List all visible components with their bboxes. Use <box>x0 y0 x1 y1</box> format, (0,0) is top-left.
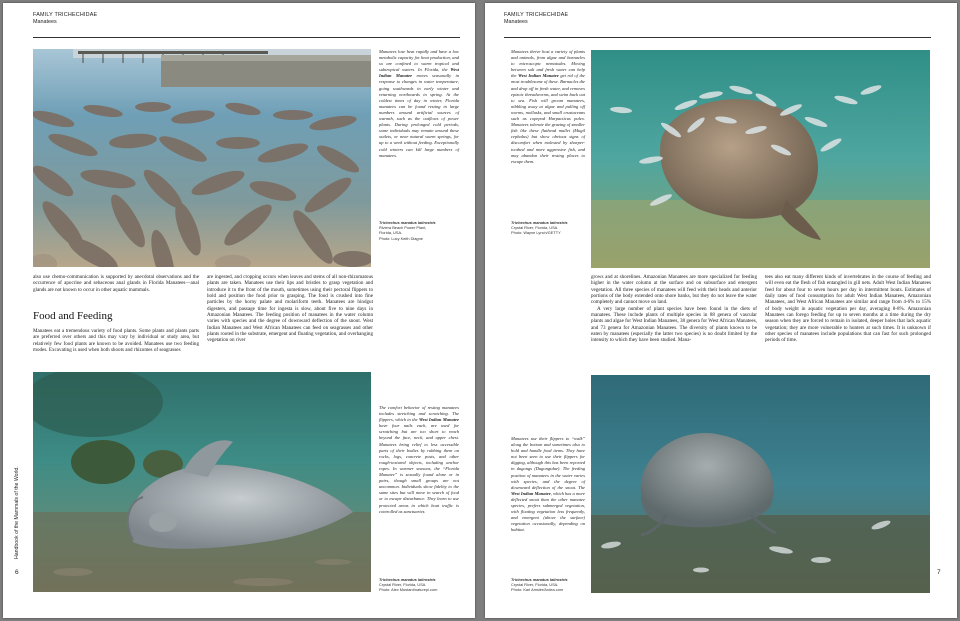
header-rule <box>504 37 931 38</box>
body-column-1: grows and at shorelines. Amazonian Manatees are more specialized for feeding higher in the water column at the surface and on subsurface and emergent vegetation. All three species of manatees will feed with their heads and anterior portions of the body extended onto shore banks, but they do not leave the water completely and cannot move on land. A very large number of plant species have been found in the diets of manatees. These include plants of multiple species in 88 genera of vascular plants and algae for West Indian Manatees, 38 genera for West African Manatees, and 73 genera for Amazonian Manatees. The diversity of plants known to be eaten by manatees (especially the latter two species) is no doubt limited by the intensity to which they have been studied. Mana- <box>591 274 757 344</box>
page-number: 6 <box>15 569 19 576</box>
photo-credit-bottom: Trichechus manatus latirostris Crystal River, Florida, USA. Photo: Alex Mustard/naturepl.com <box>379 577 438 593</box>
species-label: Manatees <box>504 18 528 25</box>
family-label: FAMILY TRICHECHIDAE <box>504 12 569 18</box>
family-label: FAMILY TRICHECHIDAE <box>33 12 98 18</box>
photo-credit-top: Trichechus manatus latirostris Crystal River, Florida, USA. Photo: Wayne Lynch/GETTY <box>511 220 568 236</box>
left-page <box>3 3 475 618</box>
body-column-1-bottom: Manatees eat a tremendous variety of food plants. Some plants and plants parts are preferred over others and this may vary by individual or study area, but relatively few food plants are known to be avoided. Manatees use two feeding modes. Excavating is used when both shoots and rhizomes of seagrasses <box>33 328 199 354</box>
body-column-2: tees also eat many different kinds of invertebrates in the course of feeding and will even eat the flesh of fish entangled in gill nets. Adult West Indian Manatees feed for about four to seven hours per day in intermittent bouts. Estimates of daily rates of food consumption for adult West Indian Manatees, Amazonian Manatees, and West African Manatees are similar and range from 4-6% to 15% of body weight in aquatic vegetation per day, averaging 8-8%. Amazonian Manatees can forego feeding for up to seven months at a time during the dry season when they are forced to remain in isolated, deeper holes that lack aquatic vegetation; they are more vulnerable to hunters at such times. It is unknown if other species of manatees include populations that can fast for such prolonged periods of time. <box>765 274 931 344</box>
body-column-1-top: also use chemo-communication is supported by anecdotal observations and the occurrence of apocrine and sebaceous anal glands in Florida Manatees—anal glands are not known to occur in other aquatic mammals. <box>33 274 199 293</box>
body-column-2: are ingested, and cropping occurs when leaves and stems of all non-rhizomatous plants are taken. Manatees use their lips and bristles to grasp vegetation and introduce it to the front of the mouth, sometimes using their pectoral flippers to hold and position the food prior to grasping. The food is crushed into fine particles by the horny palate and molariform teeth. Manatees are hindgut digesters, and passage time for ingesta is slow, about five to nine days in Amazonian Manatees. The feeding position of manatees in the water column varies with species and the degree of downward deflection of the snout. West Indian Manatees and West African Manatees can feed on seagrasses and other plants rooted in the substrate, emergent and floating vegetation, and overhanging vegetation on river <box>207 274 373 344</box>
running-head <box>33 12 97 25</box>
caption-bottom: The comfort behavior of resting manatees includes stretching and scratching. The flippers, which in the West Indian Manatee have four nails each, are used for scratching but are too short to reach beyond the face, neck, and upper chest. Manatees bring relief to less accessible parts of their bodies by rubbing them on rocks, logs, concrete posts, and other rough-textured objects, including anchor ropes. In warmer seasons, the “Florida Manatee” is sexually found alone or in pairs, though small groups are not uncommon. Individuals show fidelity to the same sites but will move in search of food or to escape disturbance. They learn to use protected areas in which boat traffic is controlled as sanctuaries. <box>379 405 460 514</box>
photo-credit-bottom: Trichechus manatus latirostris Crystal River, Florida, USA. Photo: Karl Amsler/Ardea.com <box>511 577 568 593</box>
photo-manatee-aggregation <box>33 49 371 267</box>
species-label: Manatees <box>33 18 57 25</box>
section-heading: Food and Feeding <box>33 310 113 322</box>
photo-manatee-walking <box>591 375 930 593</box>
caption-bottom: Manatees use their flippers to “walk” along the bottom and sometimes also to hold and handle food items. They have not been seen to use their flippers for digging, although this has been reported in dugongs (Dugongidae). The feeding position of manatees in the water varies with species, and the degree of downward deflection of the snout. The West Indian Manatee, which has a more deflected snout than the other manatee species, prefers submerged vegetation, with floating vegetation less frequently, and emergent (above the surface) vegetation occasionally, depending on habitat. <box>511 436 585 533</box>
header-rule <box>33 37 460 38</box>
photo-manatee-with-fish <box>591 50 930 268</box>
book-title-spine: Handbook of the Mammals of the World. <box>14 466 20 559</box>
caption-top: Manatees thrive host a variety of plants and animals, from algae and barnacles to microscopic nematodes. Moving between salt and fresh water can help the West Indian Manatee get rid of the most troublesome of these. Barnacles die and drop off in fresh water, and removes epizoic threadworms, and swim back out to sea. Fish will groom manatees, nibbling away at algae and pulling off worms, mollusks, and small crustaceans such as copepod Harpacticus pulex. Manatees tolerate the grazing of smaller fish like these flathead mullet (Mugil cephalus) but show obvious signs of discomfort when molested by sharper-toothed and more aggressive fish, and may abandon their resting places to escape them. <box>511 49 586 164</box>
caption-top: Manatees lose heat rapidly and have a low metabolic capacity for heat production, and so are confined to warm tropical and subtropical waters. In Florida, the West Indian Manatee moves seasonally in response to changes in water temperature, going southwards in early winter and returning northwards in spring. At the coldest times of day in winter, Florida manatees can be found resting in large numbers around artificial sources of warmth, such as the outflows of power plants. During prolonged cold periods, some individuals may remain around these outlets, or near natural warm springs, for up to a week without feeding. Exceptionally cold winters can kill large numbers of manatees. <box>379 49 459 158</box>
page-number: 7 <box>937 569 941 576</box>
photo-credit-top: Trichechus manatus latirostris Riviera Beach Power Plant, Florida, USA. Photo: Lucy Keith Diagne <box>379 220 436 241</box>
running-head <box>504 12 568 25</box>
photo-resting-manatee <box>33 372 371 592</box>
right-page <box>485 3 957 618</box>
